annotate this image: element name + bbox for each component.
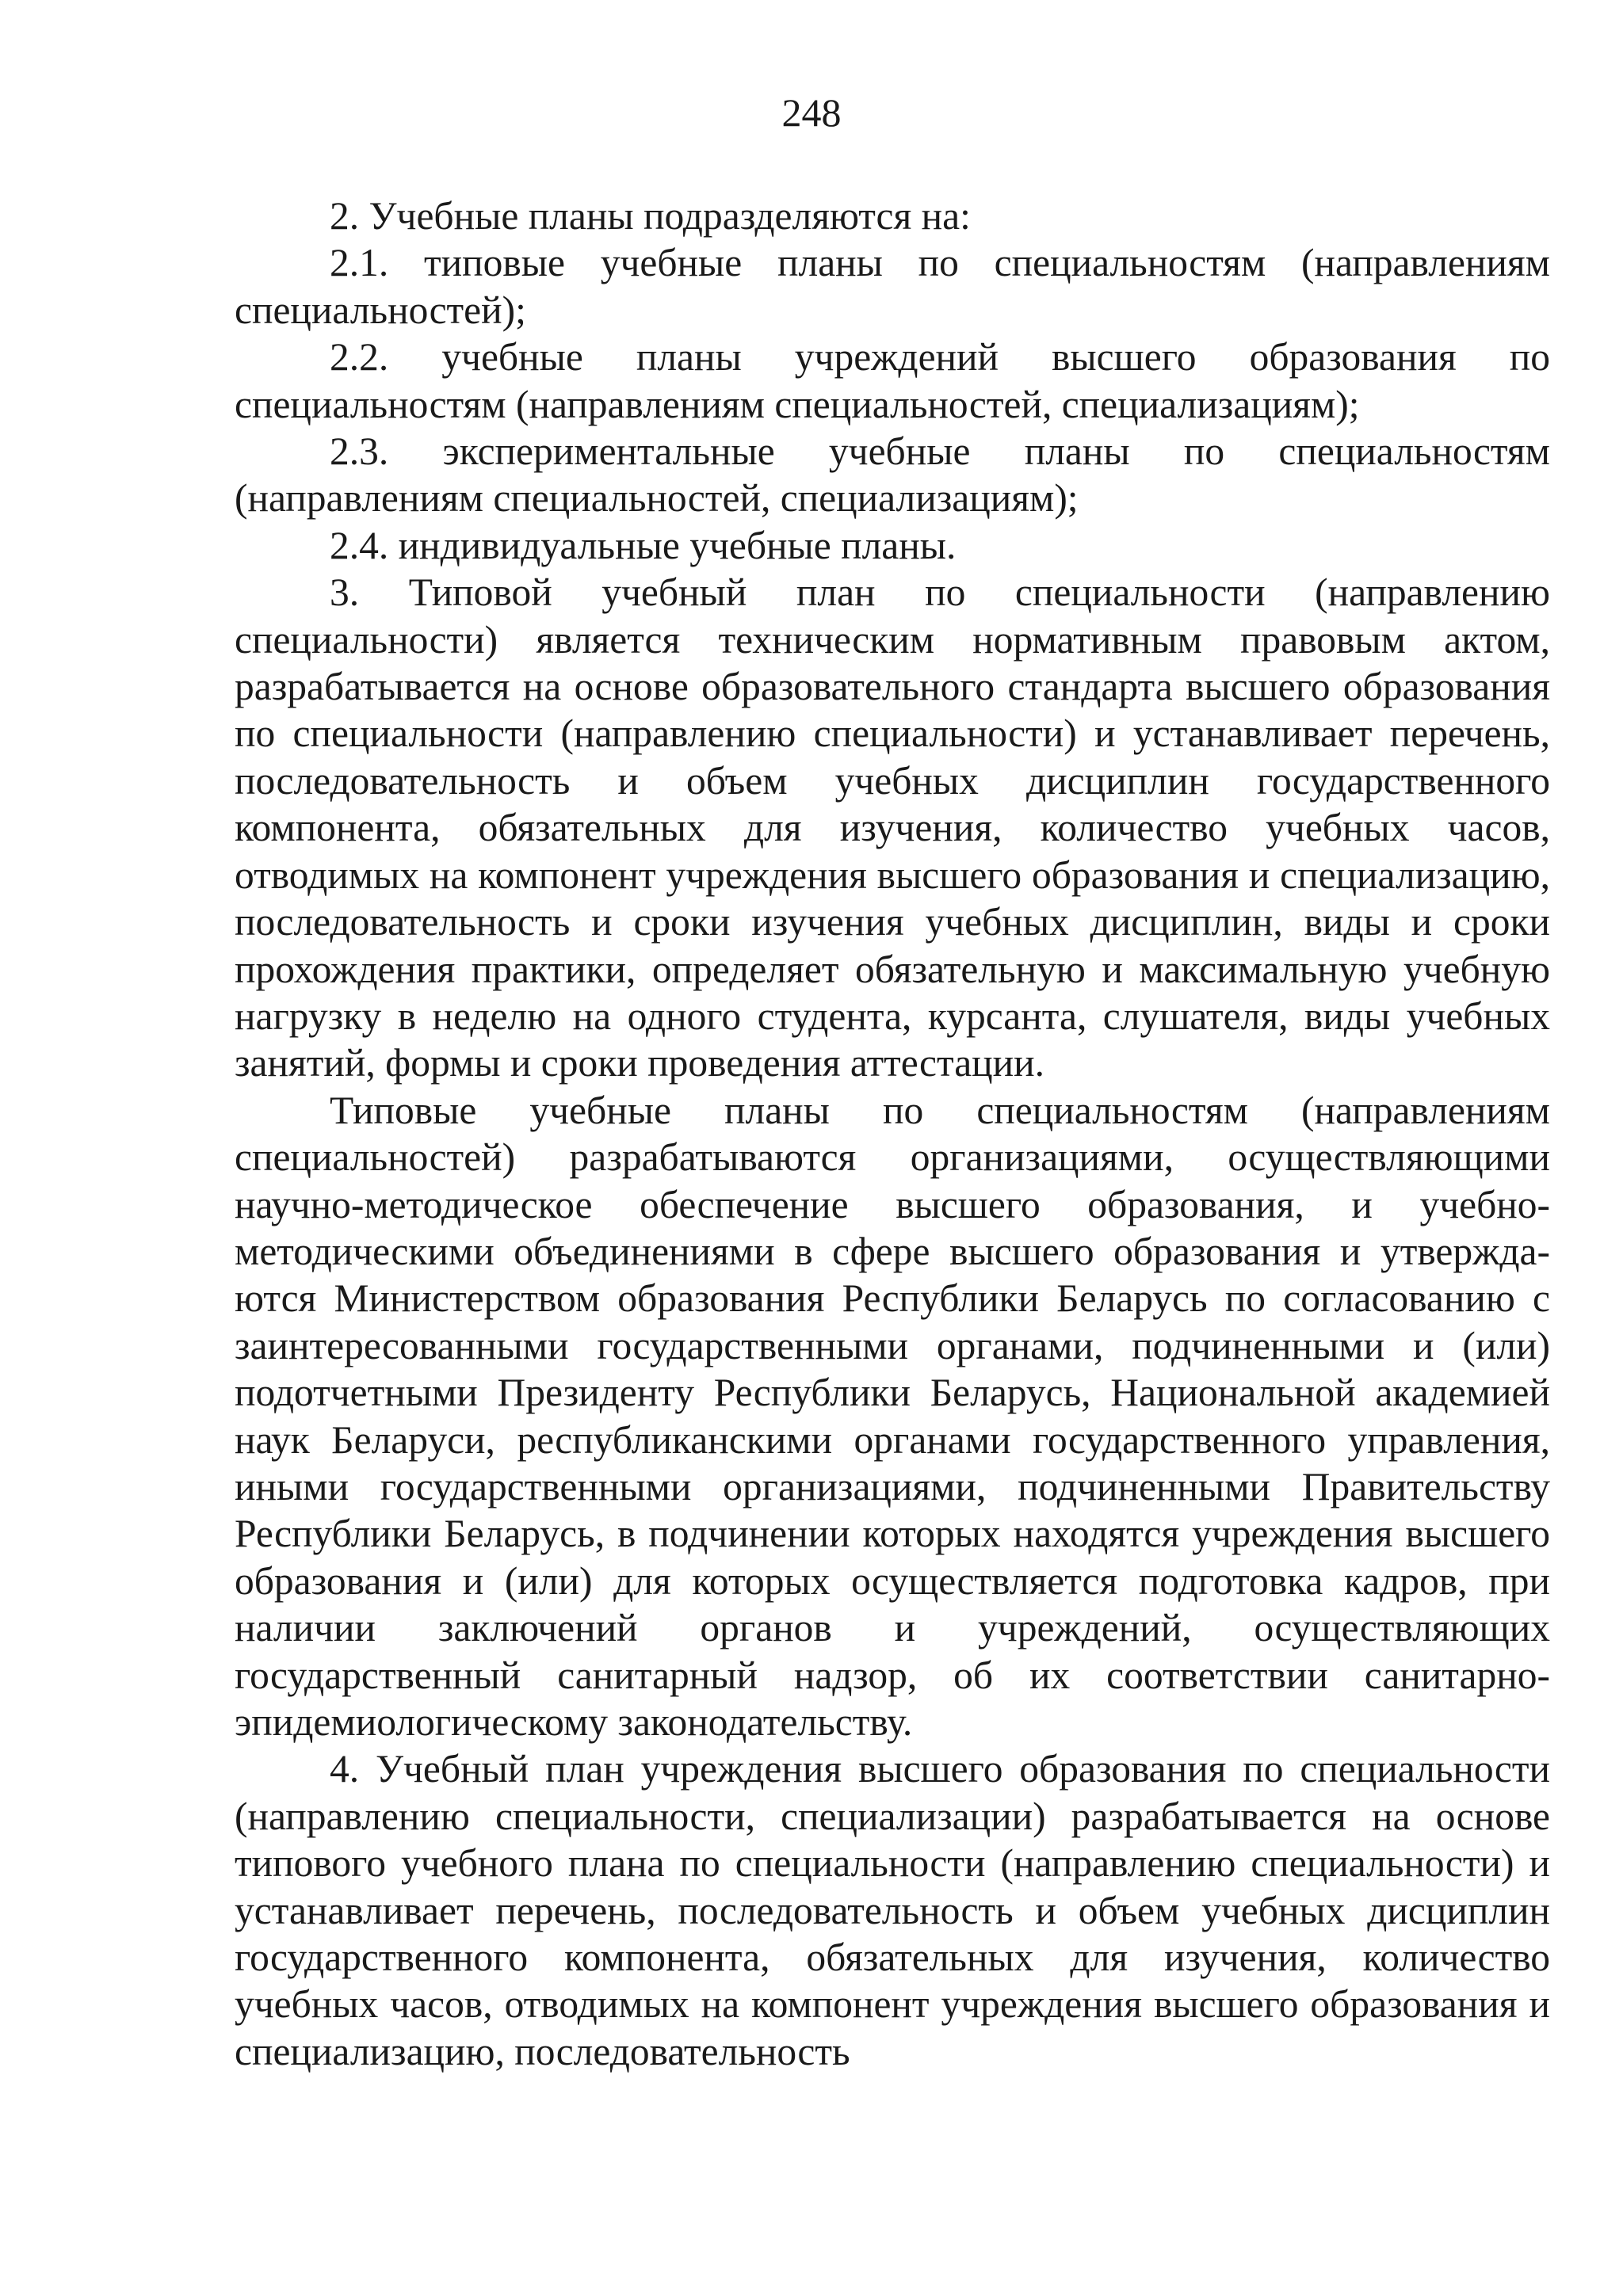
page-number: 248 bbox=[781, 90, 842, 135]
paragraph-2: 2. Учебные планы подразделяются на: bbox=[330, 194, 971, 238]
paragraph-3: 3. Типовой учебный план по специальности (направлению специальности) является техническим нормативным правовым актом, разрабатывается на основе образовательного стандарта высшего образования по специальности (направлению специальности) и устанавливает перечень, последовательность и объем учебных дисциплин государственного компонента, обязательных для изучения, количество учебных часов, отводимых на компонент учреждения высшего образования и специализацию, последовательность и сроки изучения учебных дисциплин, виды и сроки прохождения практики, определяет обязательную и максимальную учебную нагрузку в неделю на одного студента, курсанта, слушателя, виды учебных занятий, формы и сроки проведения аттестации. bbox=[235, 570, 1550, 1085]
paragraph-2-3: 2.3. экспериментальные учебные планы по специальностям (направлениям специальностей, специализациям); bbox=[235, 429, 1550, 521]
paragraph-4: 4. Учебный план учреждения высшего образования по специальности (направлению специальности, специализации) разрабатывается на основе типового учебного плана по специальности (направлению специальности) и устанавливает перечень, последовательность и объем учебных дисциплин государственного компонента, обязательных для изучения, количество учебных часов, отводимых на компонент учреждения высшего образования и специализацию, последовательность bbox=[235, 1747, 1550, 2073]
paragraph-2-4: 2.4. индивидуальные учебные планы. bbox=[330, 523, 957, 567]
paragraph-2-2: 2.2. учебные планы учреждений высшего образования по специальностям (направлениям специальностей, специализациям); bbox=[235, 335, 1550, 426]
paragraph-3-continued: Типовые учебные планы по специальностям (направлениям специальностей) разрабатываются организациями, осуществляющими научно-методическое обеспечение высшего образования, и учебно-методическими объединениями в сфере высшего образования и утверждаются Министерством образования Республики Беларусь по согласованию с заинтересованными государственными органами, подчиненными и (или) подотчетными Президенту Республики Беларусь, Национальной академией наук Беларуси, республиканскими органами государственного управления, иными государственными организациями, подчиненными Правительству Республики Беларусь, в подчинении которых находятся учреждения высшего образования и (или) для которых осуществляется подготовка кадров, при наличии заключений органов и учреждений, осуществляющих государственный санитарный надзор, об их соответствии санитарно-эпидемиологическому законодательству. bbox=[235, 1088, 1550, 1744]
document-body bbox=[235, 193, 1550, 2075]
paragraph-2-1: 2.1. типовые учебные планы по специальностям (направлениям специальностей); bbox=[235, 241, 1550, 332]
